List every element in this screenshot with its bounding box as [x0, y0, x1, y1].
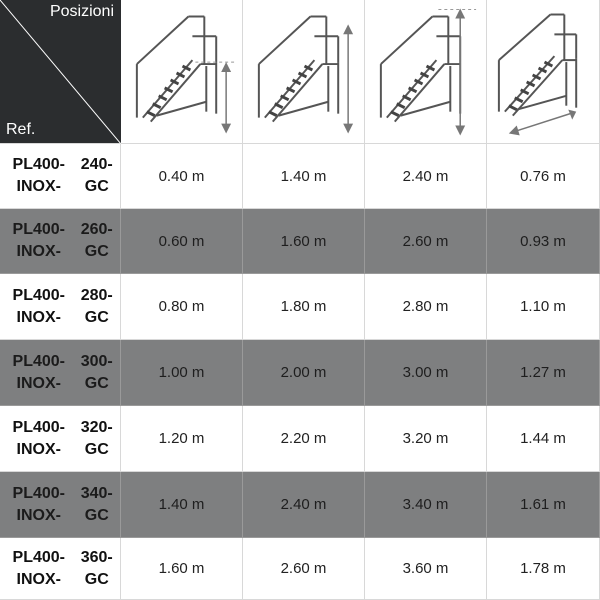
value-cell: 1.78 m: [487, 538, 600, 600]
ref-label: Ref.: [6, 121, 36, 138]
column-header-3: [365, 0, 487, 144]
value-cell: 1.40 m: [121, 472, 243, 538]
ref-line-1: PL400-INOX-: [12, 484, 65, 524]
value-cell: 2.00 m: [243, 340, 365, 406]
value-cell: 0.80 m: [121, 274, 243, 340]
value-cell: 1.80 m: [243, 274, 365, 340]
ladder-total-height-icon: [365, 0, 486, 144]
ladder-platform-height-icon: [121, 0, 242, 144]
value-cell: 3.00 m: [365, 340, 487, 406]
ref-line-2: 280-GC: [80, 286, 113, 326]
value-cell: 1.00 m: [121, 340, 243, 406]
header-corner: [0, 0, 121, 144]
value-cell: 2.80 m: [365, 274, 487, 340]
value-cell: 2.60 m: [243, 538, 365, 600]
value-cell: 1.40 m: [243, 144, 365, 209]
row-ref: [0, 209, 121, 274]
ref-line-2: 360-GC: [80, 548, 113, 588]
column-header-1: [121, 0, 243, 144]
row-ref: [0, 538, 121, 600]
value-cell: 3.40 m: [365, 472, 487, 538]
ref-line-1: PL400-INOX-: [12, 221, 65, 260]
ref-line-1: PL400-INOX-: [12, 352, 65, 392]
ref-line-1: PL400-INOX-: [12, 286, 65, 326]
ladder-handrail-height-icon: [243, 0, 364, 144]
ref-line-2: 260-GC: [80, 221, 113, 260]
value-cell: 1.60 m: [121, 538, 243, 600]
column-header-4: [487, 0, 600, 144]
value-cell: 1.27 m: [487, 340, 600, 406]
row-ref: [0, 340, 121, 406]
value-cell: 0.76 m: [487, 144, 600, 209]
value-cell: 0.40 m: [121, 144, 243, 209]
ladder-depth-icon: [487, 0, 599, 144]
value-cell: 1.61 m: [487, 472, 600, 538]
value-cell: 1.60 m: [243, 209, 365, 274]
value-cell: 3.20 m: [365, 406, 487, 472]
value-cell: 2.60 m: [365, 209, 487, 274]
ref-line-1: PL400-INOX-: [12, 548, 65, 588]
value-cell: 0.93 m: [487, 209, 600, 274]
ref-line-2: 340-GC: [80, 484, 113, 524]
row-ref: [0, 406, 121, 472]
value-cell: 1.20 m: [121, 406, 243, 472]
row-ref: [0, 274, 121, 340]
value-cell: 2.40 m: [365, 144, 487, 209]
value-cell: 1.44 m: [487, 406, 600, 472]
value-cell: 2.20 m: [243, 406, 365, 472]
positions-label: Posizioni: [49, 3, 114, 20]
ref-line-2: 300-GC: [80, 352, 113, 392]
value-cell: 0.60 m: [121, 209, 243, 274]
ref-line-2: 240-GC: [80, 156, 113, 195]
ref-line-2: 320-GC: [80, 418, 113, 458]
row-ref: [0, 144, 121, 209]
ref-line-1: PL400-INOX-: [12, 156, 65, 195]
value-cell: 2.40 m: [243, 472, 365, 538]
value-cell: 1.10 m: [487, 274, 600, 340]
ref-line-1: PL400-INOX-: [12, 418, 65, 458]
value-cell: 3.60 m: [365, 538, 487, 600]
row-ref: [0, 472, 121, 538]
column-header-2: [243, 0, 365, 144]
